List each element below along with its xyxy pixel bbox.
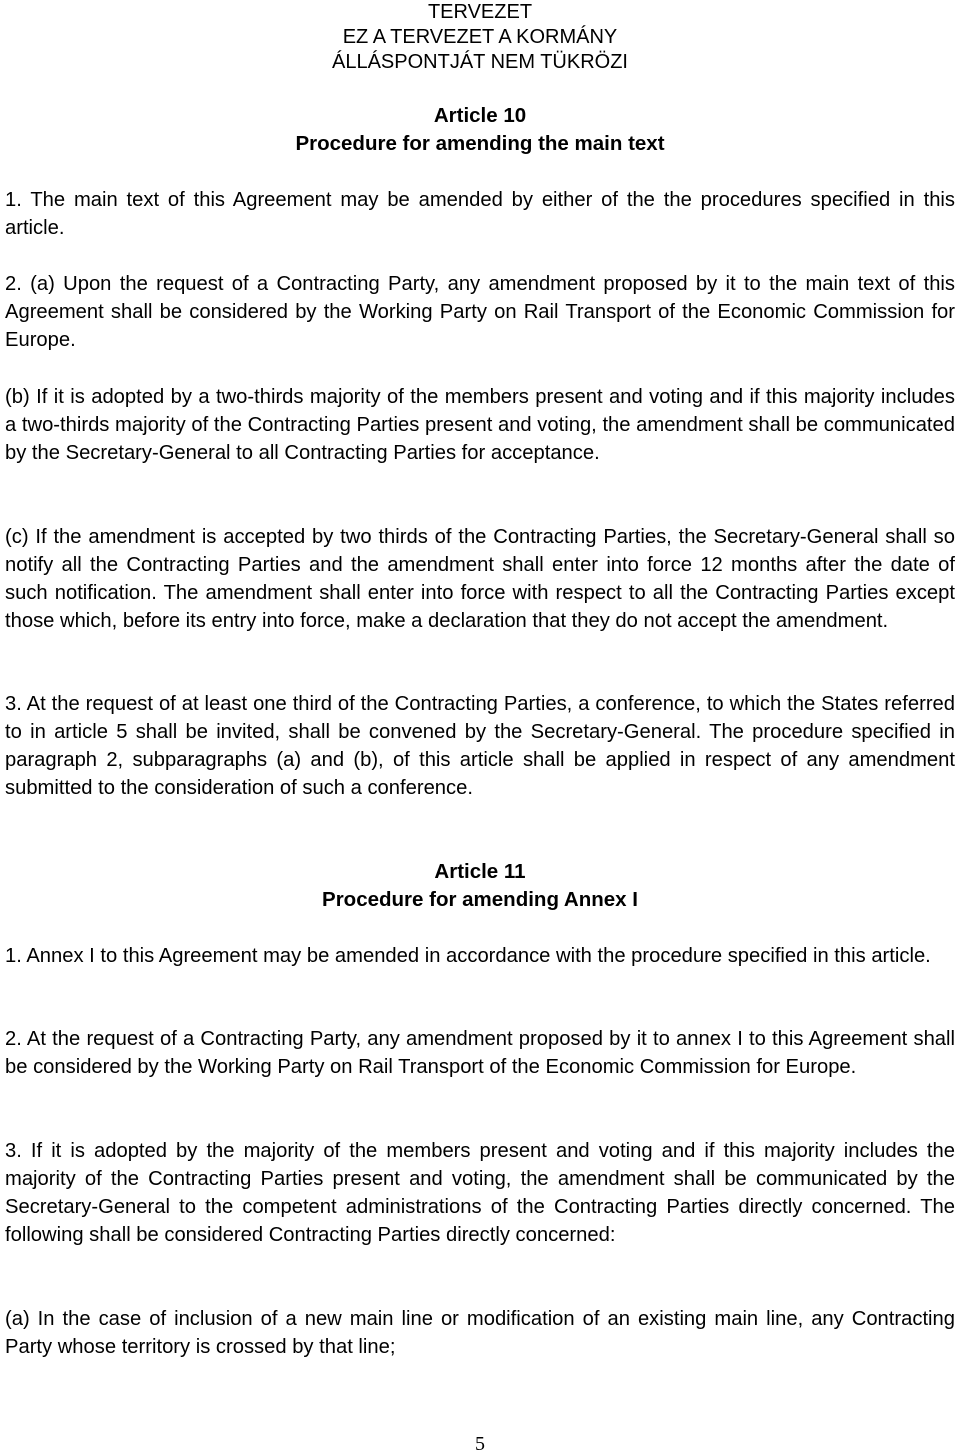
header-line-2: EZ A TERVEZET A KORMÁNY xyxy=(342,26,618,48)
article-10-paragraph-2a: 2. (a) Upon the request of a Contracting Party, any amendment proposed by it to the main text of this Agreement shall be considered by the Working Party on Rail Transport of the Economic Commission for Europe. xyxy=(5,273,955,351)
article-11-number: Article 11 xyxy=(434,860,526,883)
article-11-heading xyxy=(0,858,960,914)
article-10-paragraph-1: 1. The main text of this Agreement may be amended by either of the the procedures specified in this article. xyxy=(5,189,955,239)
article-11-paragraph-1: 1. Annex I to this Agreement may be amended in accordance with the procedure specified in this article. xyxy=(5,945,931,967)
header-line-1: TERVEZET xyxy=(427,1,533,23)
article-11-paragraph-3a: (a) In the case of inclusion of a new main line or modification of an existing main line, any Contracting Party whose territory is crossed by that line; xyxy=(5,1308,955,1358)
article-11-paragraph-3: 3. If it is adopted by the majority of the members present and voting and if this majority includes the majority of the Contracting Parties present and voting, the amendment shall be communicated by the Secretary-General to the competent administrations of the Contracting Parties directly concerned. The following shall be considered Contracting Parties directly concerned: xyxy=(5,1140,955,1246)
article-11-title: Procedure for amending Annex I xyxy=(322,888,638,911)
article-10-paragraph-2c: (c) If the amendment is accepted by two thirds of the Contracting Parties, the Secretary-General shall so notify all the Contracting Parties and the amendment shall enter into force 12 months after the date of such notification. The amendment shall enter into force with respect to all the Contracting Parties except those which, before its entry into force, make a declaration that they do not accept the amendment. xyxy=(5,526,955,632)
article-10-paragraph-2b: (b) If it is adopted by a two-thirds majority of the members present and voting and if this majority includes a two-thirds majority of the Contracting Parties present and voting, the amendment shall be communicated by the Secretary-General to all Contracting Parties for acceptance. xyxy=(5,386,955,464)
article-10-title: Procedure for amending the main text xyxy=(295,132,665,155)
article-10-number: Article 10 xyxy=(433,104,527,127)
page-number: 5 xyxy=(475,1433,485,1455)
draft-header xyxy=(0,0,960,75)
article-10-paragraph-3: 3. At the request of at least one third of the Contracting Parties, a conference, to which the States referred to in article 5 shall be invited, shall be convened by the Secretary-General. The procedure specified in paragraph 2, subparagraphs (a) and (b), of this article shall be applied in respect of any amendment submitted to the consideration of such a conference. xyxy=(5,693,955,799)
article-11-paragraph-2: 2. At the request of a Contracting Party, any amendment proposed by it to annex I to this Agreement shall be considered by the Working Party on Rail Transport of the Economic Commission for Europe. xyxy=(5,1028,955,1078)
header-line-3: ÁLLÁSPONTJÁT NEM TÜKRÖZI xyxy=(332,51,628,73)
article-10-heading xyxy=(0,102,960,158)
